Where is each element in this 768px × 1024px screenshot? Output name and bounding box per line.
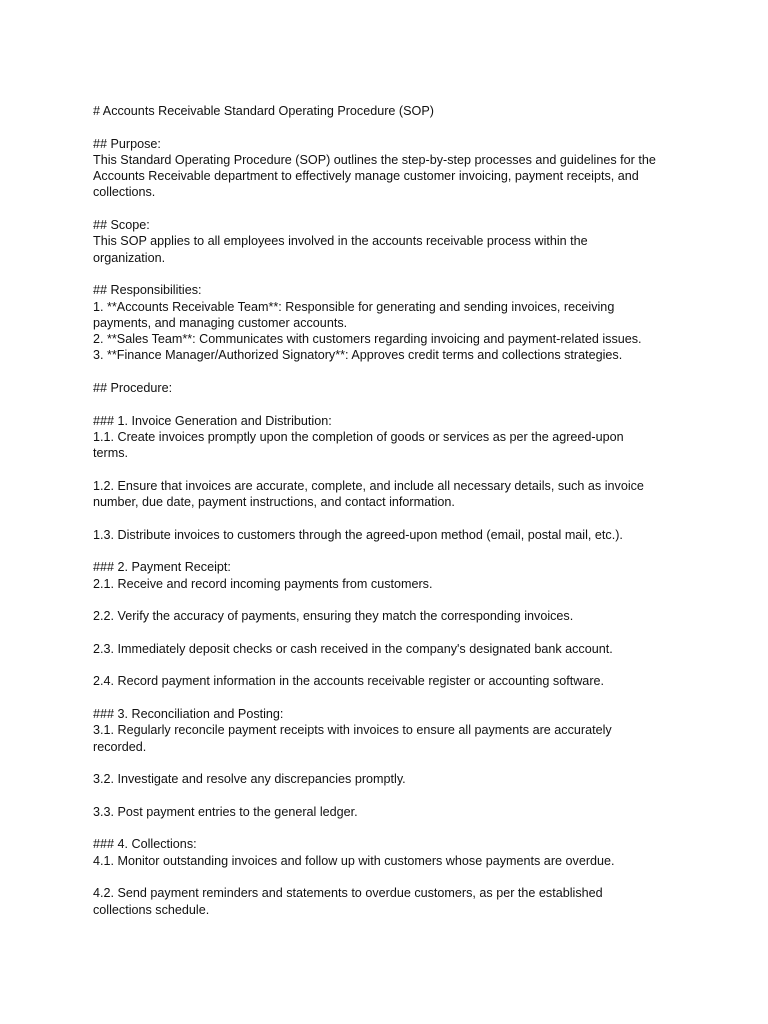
spacer bbox=[93, 364, 693, 380]
spacer bbox=[93, 690, 693, 706]
section-reconciliation bbox=[93, 706, 693, 755]
procedure-step: 1.3. Distribute invoices to customers through the agreed-upon method (email, postal mail, etc.). bbox=[93, 527, 623, 542]
procedure-step-block bbox=[93, 527, 693, 543]
procedure-step: 4.2. Send payment reminders and statements to overdue customers, as per the established bbox=[93, 886, 603, 901]
spacer bbox=[93, 543, 693, 559]
procedure-step: 2.2. Verify the accuracy of payments, ensuring they match the corresponding invoices. bbox=[93, 609, 574, 624]
spacer bbox=[93, 266, 693, 282]
spacer bbox=[93, 820, 693, 836]
responsibility-line: 1. **Accounts Receivable Team**: Responsible for generating and sending invoices, receiving bbox=[93, 299, 615, 314]
responsibilities-section bbox=[93, 282, 693, 363]
section-heading: ### 3. Reconciliation and Posting: bbox=[93, 706, 284, 721]
spacer bbox=[93, 657, 693, 673]
procedure-step-block bbox=[93, 673, 693, 689]
section-invoice-generation bbox=[93, 413, 693, 462]
responsibility-line: 3. **Finance Manager/Authorized Signatory**: Approves credit terms and collections strategies. bbox=[93, 348, 623, 363]
section-heading: ### 4. Collections: bbox=[93, 837, 197, 852]
purpose-line: collections. bbox=[93, 185, 156, 200]
spacer bbox=[93, 462, 693, 478]
procedure-step: 2.3. Immediately deposit checks or cash received in the company's designated bank account. bbox=[93, 641, 613, 656]
procedure-step: number, due date, payment instructions, and contact information. bbox=[93, 495, 455, 510]
spacer bbox=[93, 787, 693, 803]
scope-line: This SOP applies to all employees involved in the accounts receivable process within the bbox=[93, 234, 588, 249]
purpose-section bbox=[93, 136, 693, 201]
procedure-step: 3.3. Post payment entries to the general ledger. bbox=[93, 804, 358, 819]
purpose-heading: ## Purpose: bbox=[93, 136, 161, 151]
procedure-step: 2.1. Receive and record incoming payments from customers. bbox=[93, 576, 433, 591]
procedure-heading: ## Procedure: bbox=[93, 381, 173, 396]
spacer bbox=[93, 625, 693, 641]
title-line: # Accounts Receivable Standard Operating Procedure (SOP) bbox=[93, 104, 434, 118]
spacer bbox=[93, 755, 693, 771]
spacer bbox=[93, 869, 693, 885]
document-title bbox=[93, 103, 693, 119]
scope-heading: ## Scope: bbox=[93, 218, 150, 233]
procedure-step: 3.1. Regularly reconcile payment receipts with invoices to ensure all payments are accurately bbox=[93, 723, 612, 738]
responsibilities-heading: ## Responsibilities: bbox=[93, 283, 202, 298]
section-payment-receipt bbox=[93, 559, 693, 592]
responsibility-line: 2. **Sales Team**: Communicates with customers regarding invoicing and payment-related issues. bbox=[93, 332, 642, 347]
document-page bbox=[93, 103, 693, 918]
procedure-step-block bbox=[93, 478, 693, 511]
procedure-step-block bbox=[93, 885, 693, 918]
procedure-step: terms. bbox=[93, 446, 128, 461]
spacer bbox=[93, 592, 693, 608]
spacer bbox=[93, 119, 693, 135]
scope-section bbox=[93, 217, 693, 266]
section-heading: ### 1. Invoice Generation and Distribution: bbox=[93, 413, 332, 428]
spacer bbox=[93, 201, 693, 217]
procedure-step: 2.4. Record payment information in the accounts receivable register or accounting software. bbox=[93, 674, 605, 689]
procedure-step: collections schedule. bbox=[93, 902, 210, 917]
procedure-step-block bbox=[93, 771, 693, 787]
procedure-section bbox=[93, 380, 693, 396]
section-heading: ### 2. Payment Receipt: bbox=[93, 560, 231, 575]
procedure-step: 3.2. Investigate and resolve any discrepancies promptly. bbox=[93, 772, 406, 787]
purpose-line: This Standard Operating Procedure (SOP) outlines the step-by-step processes and guidelines for the bbox=[93, 152, 656, 167]
responsibility-line: payments, and managing customer accounts. bbox=[93, 315, 348, 330]
spacer bbox=[93, 510, 693, 526]
procedure-step-block bbox=[93, 641, 693, 657]
purpose-line: Accounts Receivable department to effectively manage customer invoicing, payment receipts, and bbox=[93, 169, 639, 184]
procedure-step: recorded. bbox=[93, 739, 147, 754]
procedure-step: 1.2. Ensure that invoices are accurate, complete, and include all necessary details, such as invoice bbox=[93, 478, 644, 493]
procedure-step-block bbox=[93, 608, 693, 624]
procedure-step: 4.1. Monitor outstanding invoices and follow up with customers whose payments are overdue. bbox=[93, 853, 615, 868]
scope-line: organization. bbox=[93, 250, 166, 265]
spacer bbox=[93, 396, 693, 412]
procedure-step: 1.1. Create invoices promptly upon the completion of goods or services as per the agreed-upon bbox=[93, 429, 624, 444]
section-collections bbox=[93, 836, 693, 869]
procedure-step-block bbox=[93, 804, 693, 820]
